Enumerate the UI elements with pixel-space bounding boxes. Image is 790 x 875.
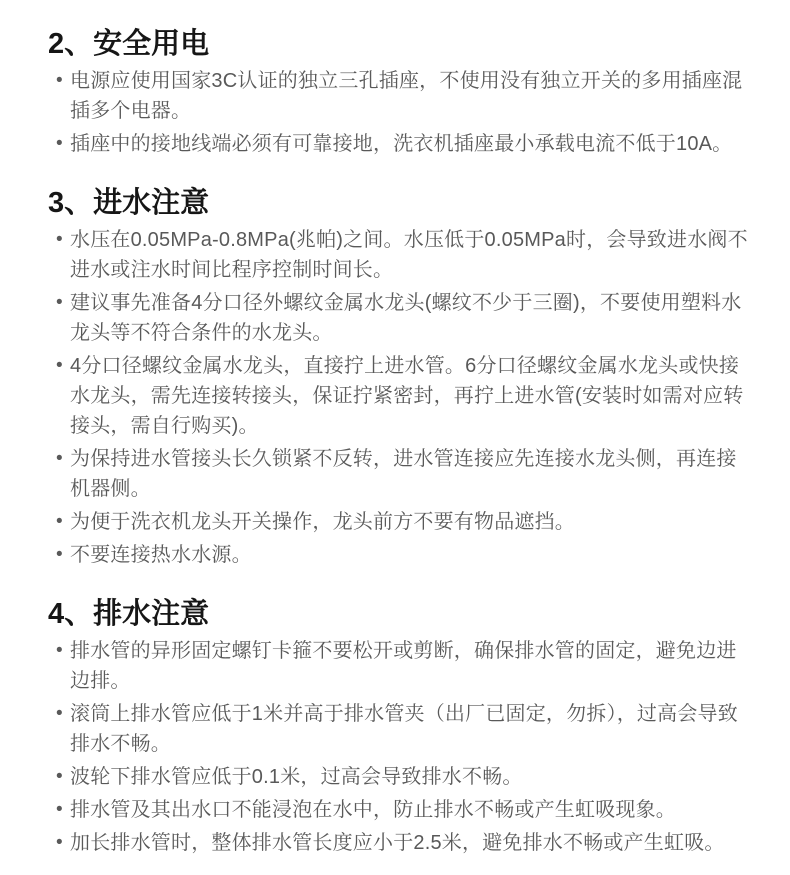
bullet-icon: • [56,799,63,820]
bullet-list [48,636,750,858]
bullet-text: 排水管及其出水口不能浸泡在水中，防止排水不畅或产生虹吸现象。 [70,799,676,821]
bullet-icon: • [56,70,63,91]
bullet-text: 波轮下排水管应低于0.1米，过高会导致排水不畅。 [70,766,523,788]
list-item [48,699,750,759]
list-item [48,225,750,285]
bullet-icon: • [56,703,63,724]
list-item [48,762,750,792]
section-drainage [48,596,750,858]
list-item [48,828,750,858]
bullet-text: 排水管的异形固定螺钉卡箍不要松开或剪断，确保排水管的固定，避免边进边排。 [70,640,737,692]
bullet-icon: • [56,229,63,250]
list-item [48,351,750,441]
list-item [48,795,750,825]
bullet-icon: • [56,448,63,469]
bullet-text: 水压在0.05MPa-0.8MPa(兆帕)之间。水压低于0.05MPa时，会导致进水阀不进水或注水时间比程序控制时间长。 [70,229,748,281]
list-item [48,444,750,504]
bullet-icon: • [56,766,63,787]
bullet-icon: • [56,832,63,853]
section-title-power-safety: 2、安全用电 [48,28,210,60]
bullet-icon: • [56,511,63,532]
bullet-icon: • [56,355,63,376]
list-item [48,288,750,348]
section-title-drainage: 4、排水注意 [48,598,210,630]
list-item [48,129,750,159]
bullet-text: 4分口径螺纹金属水龙头，直接拧上进水管。6分口径螺纹金属水龙头或快接水龙头，需先连接转接头，保证拧紧密封，再拧上进水管(安装时如需对应转接头，需自行购买)。 [70,355,744,437]
bullet-text: 滚筒上排水管应低于1米并高于排水管夹（出厂已固定，勿拆），过高会导致排水不畅。 [70,703,738,755]
section-title-water-inlet: 3、进水注意 [48,187,210,219]
list-item [48,636,750,696]
list-item [48,507,750,537]
bullet-text: 为便于洗衣机龙头开关操作，龙头前方不要有物品遮挡。 [70,511,575,533]
bullet-icon: • [56,640,63,661]
bullet-list [48,66,750,159]
bullet-text: 建议事先准备4分口径外螺纹金属水龙头(螺纹不少于三圈)，不要使用塑料水龙头等不符合条件的水龙头。 [70,292,742,344]
bullet-icon: • [56,133,63,154]
bullet-text: 电源应使用国家3C认证的独立三孔插座，不使用没有独立开关的多用插座混插多个电器。 [70,70,743,122]
bullet-text: 插座中的接地线端必须有可靠接地，洗衣机插座最小承载电流不低于10A。 [70,133,733,155]
list-item [48,66,750,126]
bullet-text: 加长排水管时，整体排水管长度应小于2.5米，避免排水不畅或产生虹吸。 [70,832,725,854]
section-power-safety [48,26,750,159]
bullet-icon: • [56,292,63,313]
section-water-inlet [48,185,750,570]
bullet-list [48,225,750,570]
list-item [48,540,750,570]
bullet-icon: • [56,544,63,565]
bullet-text: 为保持进水管接头长久锁紧不反转，进水管连接应先连接水龙头侧，再连接机器侧。 [70,448,737,500]
bullet-text: 不要连接热水水源。 [70,544,252,566]
